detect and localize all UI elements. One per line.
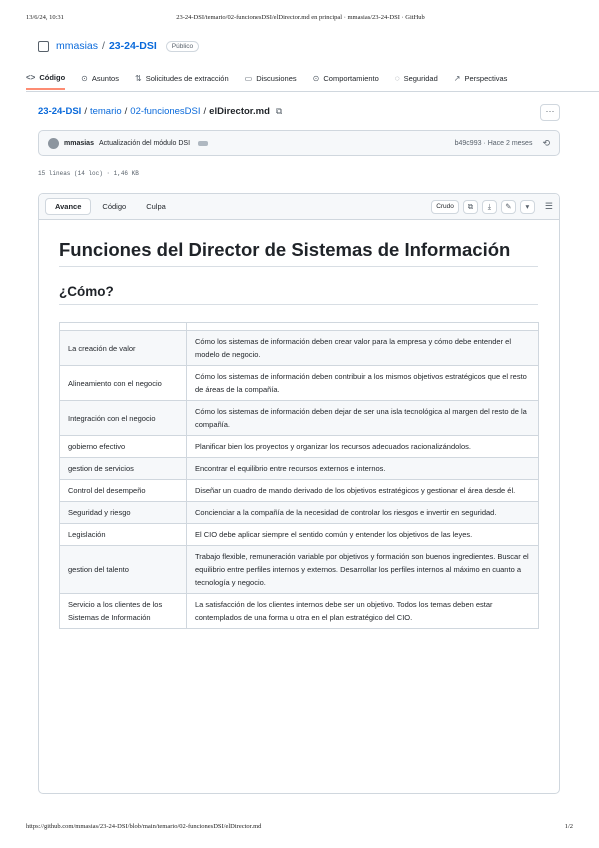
function-name: gobierno efectivo (60, 436, 187, 458)
raw-button[interactable]: Crudo (431, 200, 459, 214)
tab-label: Comportamiento (323, 73, 379, 83)
shield-icon: ◌ (394, 73, 400, 83)
commit-hash-time[interactable]: b49c993 · Hace 2 meses (454, 139, 533, 147)
pull-request-icon: ⇅ (134, 73, 142, 83)
function-name: Seguridad y riesgo (60, 502, 187, 524)
function-description: Encontrar el equilibrio entre recursos externos e internos. (187, 458, 539, 480)
breadcrumb-separator: / (124, 106, 128, 117)
section-heading: ¿Cómo? (59, 284, 538, 305)
breadcrumb-separator: / (84, 106, 87, 117)
table-row (60, 502, 539, 524)
function-description: La satisfacción de los clientes internos debe ser un objetivo. Todos los temas deben estar contemplados de una forma u otra en el plan estratégico del CIO. (187, 594, 539, 629)
function-description: Concienciar a la compañía de la necesidad de controlar los riesgos e invertir en seguridad. (187, 502, 539, 524)
file-actions (431, 200, 553, 214)
breadcrumb-folder-link[interactable]: 02-funcionesDSI (130, 106, 201, 117)
function-name: Integración con el negocio (60, 401, 187, 436)
table-row (60, 480, 539, 502)
print-url: https://github.com/mmasias/23-24-DSI/blob/main/temario/02-funcionesDSI/elDirector.md (26, 823, 262, 830)
download-icon[interactable]: ⤓ (482, 200, 497, 214)
tab-label: Asuntos (91, 73, 119, 83)
tab-label: Discusiones (256, 73, 297, 83)
print-header (26, 14, 575, 26)
tab-insights[interactable] (454, 66, 508, 90)
tab-code[interactable] (26, 66, 65, 90)
table-row (60, 524, 539, 546)
copy-icon[interactable]: ⧉ (463, 200, 478, 214)
tabs-divider (26, 91, 599, 92)
breadcrumb-separator: / (203, 106, 207, 117)
outline-icon[interactable]: ☰ (544, 201, 553, 211)
table-row (60, 546, 539, 594)
commit-message[interactable]: Actualización del módulo DSI (98, 139, 191, 147)
play-icon: ⊙ (312, 73, 320, 83)
more-options-button[interactable]: ··· (540, 104, 560, 121)
table-row (60, 401, 539, 436)
tab-label: Perspectivas (464, 73, 508, 83)
graph-icon: ↗ (453, 73, 461, 83)
repo-name-link[interactable]: 23-24-DSI (108, 40, 157, 52)
file-info: 15 líneas (14 loc) · 1,46 KB (38, 170, 139, 177)
repo-owner-link[interactable]: mmasias (56, 40, 99, 52)
function-name: gestion de servicios (60, 458, 187, 480)
function-name: Legislación (60, 524, 187, 546)
table-row (60, 331, 539, 366)
tab-pull-requests[interactable] (135, 66, 229, 90)
tab-security[interactable] (395, 66, 438, 90)
file-header (39, 194, 559, 220)
functions-table (59, 322, 539, 629)
blame-tab[interactable]: Culpa (146, 202, 166, 211)
table-row (60, 594, 539, 629)
code-icon: <> (26, 72, 36, 82)
file-viewer (38, 193, 560, 794)
function-description: Trabajo flexible, remuneración variable por objetivos y formación son buenos ingredientes. Buscar el equilibrio entre perfiles internos y externos. Desarrollar los perfiles internos al máximo en cuanto a tecnología y negocio. (187, 546, 539, 594)
chevron-down-icon[interactable]: ▾ (520, 200, 535, 214)
breadcrumb-file: elDirector.md (209, 106, 270, 117)
breadcrumb-repo-link[interactable]: 23-24-DSI (38, 106, 82, 117)
function-description: Planificar bien los proyectos y organizar los recursos adecuados racionalizándolos. (187, 436, 539, 458)
page-title: Funciones del Director de Sistemas de Información (59, 238, 538, 267)
function-name: Servicio a los clientes de los Sistemas de Información (60, 594, 187, 629)
tab-label: Seguridad (403, 73, 438, 83)
repo-icon (38, 41, 49, 52)
repo-header (38, 38, 199, 54)
breadcrumb-temario-link[interactable]: temario (89, 106, 122, 117)
tab-discussions[interactable] (245, 66, 297, 90)
print-page-title: 23-24-DSI/temario/02-funcionesDSI/elDirector.md en principal · mmasias/23-24-DSI · GitHub (176, 14, 425, 21)
table-row (60, 366, 539, 401)
function-name: gestion del talento (60, 546, 187, 594)
function-name: La creación de valor (60, 331, 187, 366)
table-row (60, 436, 539, 458)
function-name: Alineamiento con el negocio (60, 366, 187, 401)
function-description: El CIO debe aplicar siempre el sentido común y entender los objetivos de las leyes. (187, 524, 539, 546)
print-page-number: 1/2 (564, 823, 573, 830)
view-switcher (45, 198, 175, 215)
table-row (60, 458, 539, 480)
markdown-body (59, 238, 538, 629)
repo-tabs (26, 66, 599, 90)
function-name: Control del desempeño (60, 480, 187, 502)
tab-label: Código (39, 72, 66, 82)
tab-issues[interactable] (81, 66, 119, 90)
print-footer (26, 823, 573, 835)
tab-label: Solicitudes de extracción (145, 73, 229, 83)
function-description: Diseñar un cuadro de mando derivado de los objetivos estratégicos y gestionar el área desde él. (187, 480, 539, 502)
preview-tab[interactable]: Avance (45, 198, 91, 215)
print-datetime: 13/6/24, 10:31 (26, 14, 64, 21)
discussion-icon: ▭ (244, 73, 253, 83)
copy-path-icon[interactable]: ⧉ (275, 106, 283, 116)
expand-commit-icon[interactable] (198, 141, 208, 146)
history-icon[interactable]: ⟲ (542, 137, 550, 148)
tab-actions[interactable] (313, 66, 379, 90)
repo-separator: / (102, 40, 105, 52)
table-header-row (60, 323, 539, 331)
commit-author[interactable]: mmasias (64, 139, 94, 147)
issue-icon: ⊙ (81, 73, 88, 83)
latest-commit-bar (38, 130, 560, 156)
function-description: Cómo los sistemas de información deben contribuir a los mismos objetivos estratégicos que el resto de áreas de la compañía. (187, 366, 539, 401)
breadcrumb (38, 106, 282, 117)
visibility-badge: Público (166, 41, 199, 52)
function-description: Cómo los sistemas de información deben dejar de ser una isla tecnológica al margen del resto de la compañía. (187, 401, 539, 436)
avatar[interactable] (48, 138, 59, 149)
code-tab[interactable]: Código (102, 202, 127, 211)
edit-icon[interactable]: ✎ (501, 200, 516, 214)
function-description: Cómo los sistemas de información deben crear valor para la empresa y cómo debe entender el modelo de negocio. (187, 331, 539, 366)
